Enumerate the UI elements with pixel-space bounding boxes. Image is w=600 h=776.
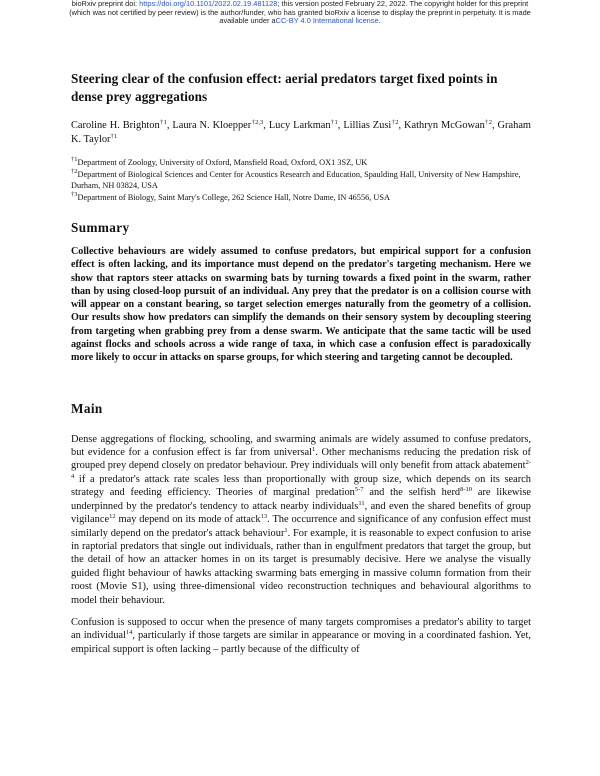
affiliation-list bbox=[71, 157, 531, 203]
author-affiliation-mark: †1 bbox=[330, 119, 338, 126]
author-name: Kathryn McGowan bbox=[404, 120, 485, 131]
paragraph-text: Dense aggregations of flocking, schooling, and swarming animals are widely assumed to confuse predators, but evidence for a confusion effect is far from universal bbox=[71, 433, 531, 459]
header-text: ; this version posted February 22, 2022. The copyright holder for this preprint bbox=[277, 0, 529, 8]
preprint-header bbox=[0, 0, 600, 26]
author-affiliation-mark: †2 bbox=[484, 119, 493, 126]
header-line-2: (which was not certified by peer review) is the author/funder, who has granted bioRxiv a license to display the preprint in perpetuity. It is made bbox=[69, 7, 531, 17]
author-affiliation-mark: †1 bbox=[110, 132, 117, 140]
author-name: Lucy Larkman bbox=[268, 120, 331, 131]
main-paragraph-2 bbox=[71, 616, 531, 656]
paragraph-text: if a predator's attack rate scales less than proportionally with group size, which depends on its search strategy and feeding efficiency. Theories of marginal predation bbox=[71, 473, 531, 499]
affiliation-text: Department of Biology, Saint Mary's College, 262 Science Hall, Notre Dame, IN 46556, USA bbox=[77, 193, 390, 202]
affiliation bbox=[71, 192, 531, 203]
citation-mark: 12 bbox=[109, 513, 116, 521]
author-name: Caroline H. Brighton bbox=[71, 120, 160, 131]
affiliation-mark: †1 bbox=[71, 156, 78, 163]
paragraph-text: . Other mechanisms reducing the predation risk of grouped prey depend closely on predator behaviour. Prey individuals will only benefit from attack abatement bbox=[71, 447, 531, 472]
citation-mark: 14 bbox=[125, 629, 133, 637]
paragraph-text: , and even the shared benefits of group vigilance bbox=[71, 500, 531, 526]
affiliation-mark: †3 bbox=[71, 191, 78, 198]
paragraph-text: and the selfish herd bbox=[363, 487, 461, 499]
paragraph-text: are likewise underpinned by the predator's tendency to attack nearby individuals bbox=[71, 487, 531, 512]
paper-title: Steering clear of the confusion effect: aerial predators target fixed points in dense prey aggregations bbox=[71, 71, 498, 104]
affiliation bbox=[71, 157, 531, 168]
citation-mark: 5-7 bbox=[354, 486, 364, 494]
citation-mark: 1 bbox=[284, 526, 288, 534]
author-name: Lillias Zusi bbox=[343, 120, 392, 131]
paragraph-text: may depend on its mode of attack bbox=[115, 514, 261, 526]
doi-link[interactable]: https://doi.org/10.1101/2022.02.19.481128 bbox=[139, 0, 278, 8]
affiliation bbox=[71, 169, 531, 191]
citation-mark: 1 bbox=[312, 446, 316, 454]
affiliation-text: Department of Zoology, University of Oxford, Mansfield Road, Oxford, OX1 3SZ, UK bbox=[77, 158, 368, 167]
paragraph-text: , particularly if those targets are similar in appearance or moving in a coordinated fashion. Yet, empirical support is often lacking – partly because of the difficulty of bbox=[71, 630, 532, 655]
summary-heading: Summary bbox=[71, 220, 130, 235]
header-line-3 bbox=[0, 17, 600, 26]
paragraph-text: . For example, it is reasonable to expect confusion to arise in raptorial predators that single out individuals, rather than in engulfment predators that target the group, but the detail of how an attacker homes in on its target is presumably decisive. Here we analyse the visually guided flight behaviour of hawks attacking swarming bats emerging in massive column formation from their roost (Movie S1), using three-dimensional video reconstruction techniques and behavioural algorithms to model their behaviour. bbox=[71, 527, 531, 606]
main-paragraph-1 bbox=[71, 433, 531, 607]
paragraph-text: . The occurrence and significance of any confusion effect must similarly depend on the predator's attack behaviour bbox=[71, 514, 531, 539]
main-heading: Main bbox=[71, 400, 103, 416]
affiliation-mark: †2 bbox=[71, 168, 78, 175]
author-list: Caroline H. Brighton$^{\dagger 1}$, Laura N. Kloepper$^{\dagger 2,3}$, Lucy Larkman$^{\dagger 1}$, Lillias Zusi$^{\dagger 2}$, Kathryn McGowan$^{\dagger 2}$, Graham K. Taylor$^{\dagger 1}$ bbox=[71, 119, 532, 145]
citation-mark: 2-4 bbox=[71, 459, 531, 480]
author-name: Graham K. Taylor bbox=[71, 120, 532, 145]
author-affiliation-mark: †2,3 bbox=[251, 119, 264, 126]
author-affiliation-mark: †1 bbox=[159, 119, 167, 126]
citation-mark: 11 bbox=[358, 499, 365, 507]
header-text: available under a bbox=[219, 16, 276, 26]
author-affiliation-mark: †2 bbox=[391, 119, 399, 126]
paper-body bbox=[71, 70, 531, 656]
paragraph-text: Confusion is supposed to occur when the presence of many targets compromises a predator's ability to target an individual bbox=[71, 616, 531, 642]
summary-text: Collective behaviours are widely assumed to confuse predators, but empirical support for a confusion effect is often lacking, and its importance must depend on the predator's targeting mechanism. Here we show that raptors steer attacks on swarming bats by turning towards a fixed point in the swarm, rather than by using closed-loop pursuit of an individual. Any prey that the predator is on a collision course with will appear on a constant bearing, so target selection emerges naturally from the geometry of a collision. Our results show how predators can simplify the demands on their sensory system by decoupling steering from targeting when grabbing prey from a dense swarm. We anticipate that the same tactic will be used against flocks and schools across a wide range of taxa, in which case a confusion effect is paradoxically more likely to occur in attacks on sparse groups, for which steering and targeting cannot be decoupled. bbox=[71, 246, 531, 364]
affiliation-text: Department of Biological Sciences and Center for Acoustics Research and Education, Spaulding Hall, University of New Hampshire, Durham, NH 03824, USA bbox=[71, 170, 521, 190]
author-name: Laura N. Kloepper bbox=[172, 120, 252, 131]
citation-mark: 8-10 bbox=[460, 486, 473, 494]
header-text: . bbox=[378, 16, 381, 26]
citation-mark: 13 bbox=[260, 513, 268, 521]
header-text: bioRxiv preprint doi: bbox=[71, 0, 140, 8]
license-link[interactable]: CC-BY 4.0 International license bbox=[275, 16, 379, 26]
